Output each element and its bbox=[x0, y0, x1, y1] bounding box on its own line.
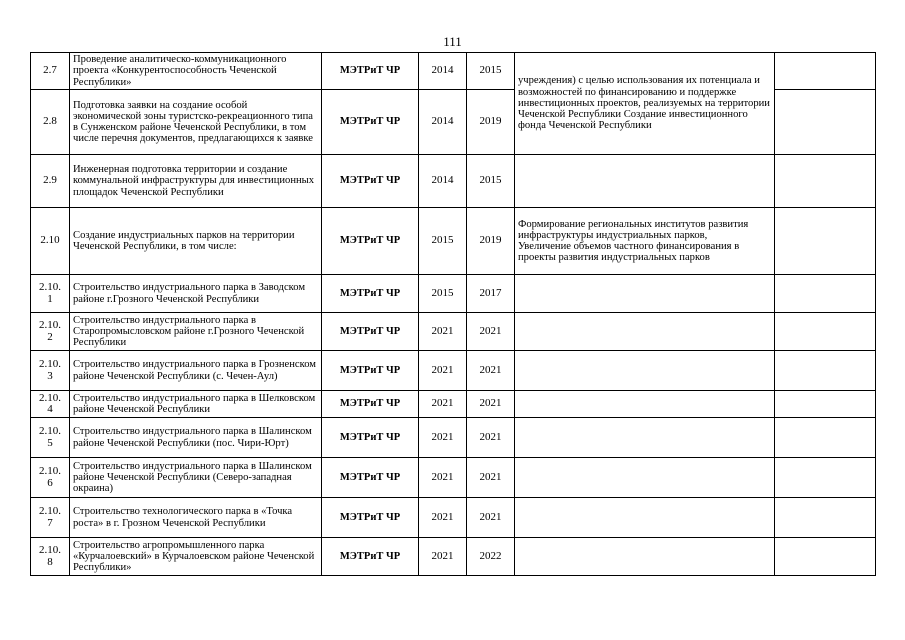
empty-cell bbox=[775, 155, 876, 208]
row-number: 2.10. 2 bbox=[31, 313, 70, 351]
start-year: 2014 bbox=[419, 155, 467, 208]
row-number: 2.10 bbox=[31, 208, 70, 275]
row-number: 2.10. 3 bbox=[31, 351, 70, 391]
empty-cell bbox=[775, 90, 876, 155]
start-year: 2021 bbox=[419, 498, 467, 538]
expected-result bbox=[515, 391, 775, 418]
expected-result bbox=[515, 538, 775, 576]
measure-name: Строительство индустриального парка в Заводском районе г.Грозного Чеченской Республики bbox=[70, 275, 322, 313]
start-year: 2021 bbox=[419, 391, 467, 418]
start-year: 2015 bbox=[419, 275, 467, 313]
start-year: 2021 bbox=[419, 418, 467, 458]
measure-name: Строительство индустриального парка в Шалинском районе Чеченской Республики (пос. Чири-Юрт) bbox=[70, 418, 322, 458]
start-year: 2014 bbox=[419, 53, 467, 90]
executor: МЭТРиТ ЧР bbox=[322, 208, 419, 275]
executor: МЭТРиТ ЧР bbox=[322, 275, 419, 313]
table-row bbox=[31, 391, 876, 418]
end-year: 2021 bbox=[467, 498, 515, 538]
page-number: 111 bbox=[443, 34, 462, 49]
table-row bbox=[31, 275, 876, 313]
expected-result bbox=[515, 498, 775, 538]
row-number: 2.10. 6 bbox=[31, 458, 70, 498]
executor: МЭТРиТ ЧР bbox=[322, 538, 419, 576]
measure-name: Строительство технологического парка в «Точка роста» в г. Грозном Чеченской Республики bbox=[70, 498, 322, 538]
empty-cell bbox=[775, 458, 876, 498]
executor: МЭТРиТ ЧР bbox=[322, 458, 419, 498]
end-year: 2019 bbox=[467, 208, 515, 275]
end-year: 2022 bbox=[467, 538, 515, 576]
executor: МЭТРиТ ЧР bbox=[322, 391, 419, 418]
executor: МЭТРиТ ЧР bbox=[322, 498, 419, 538]
measure-name: Строительство индустриального парка в Старопромысловском районе г.Грозного Чеченской Республики bbox=[70, 313, 322, 351]
expected-result bbox=[515, 155, 775, 208]
row-number: 2.10. 1 bbox=[31, 275, 70, 313]
measure-name: Строительство агропромышленного парка «Курчалоевский» в Курчалоевском районе Чеченской Республики» bbox=[70, 538, 322, 576]
table-row bbox=[31, 53, 876, 90]
empty-cell bbox=[775, 53, 876, 90]
end-year: 2021 bbox=[467, 391, 515, 418]
start-year: 2021 bbox=[419, 351, 467, 391]
row-number: 2.10. 4 bbox=[31, 391, 70, 418]
row-number: 2.7 bbox=[31, 53, 70, 90]
table-row bbox=[31, 313, 876, 351]
empty-cell bbox=[775, 391, 876, 418]
empty-cell bbox=[775, 313, 876, 351]
table-row bbox=[31, 458, 876, 498]
expected-result bbox=[515, 313, 775, 351]
start-year: 2021 bbox=[419, 313, 467, 351]
measure-name: Создание индустриальных парков на территории Чеченской Республики, в том числе: bbox=[70, 208, 322, 275]
table-row bbox=[31, 351, 876, 391]
start-year: 2021 bbox=[419, 458, 467, 498]
start-year: 2015 bbox=[419, 208, 467, 275]
row-number: 2.8 bbox=[31, 90, 70, 155]
executor: МЭТРиТ ЧР bbox=[322, 53, 419, 90]
row-number: 2.9 bbox=[31, 155, 70, 208]
start-year: 2021 bbox=[419, 538, 467, 576]
empty-cell bbox=[775, 538, 876, 576]
measure-name: Строительство индустриального парка в Грозненском районе Чеченской Республики (с. Чечен-Аул) bbox=[70, 351, 322, 391]
empty-cell bbox=[775, 498, 876, 538]
table-row bbox=[31, 418, 876, 458]
empty-cell bbox=[775, 418, 876, 458]
executor: МЭТРиТ ЧР bbox=[322, 155, 419, 208]
end-year: 2017 bbox=[467, 275, 515, 313]
empty-cell bbox=[775, 208, 876, 275]
table-row bbox=[31, 498, 876, 538]
empty-cell bbox=[775, 351, 876, 391]
measure-name: Строительство индустриального парка в Шелковском районе Чеченской Республики bbox=[70, 391, 322, 418]
table-row bbox=[31, 208, 876, 275]
executor: МЭТРиТ ЧР bbox=[322, 351, 419, 391]
executor: МЭТРиТ ЧР bbox=[322, 313, 419, 351]
measure-name: Подготовка заявки на создание особой экономической зоны туристско-рекреационного типа в Сунженском районе Чеченской Республики, в том числе перечня документов, предлагающихся к заявке bbox=[70, 90, 322, 155]
start-year: 2014 bbox=[419, 90, 467, 155]
end-year: 2015 bbox=[467, 155, 515, 208]
expected-result: Формирование региональных институтов развития инфраструктуры индустриальных парков, Увеличение объемов частного финансирования в проекты развития индустриальных парков bbox=[515, 208, 775, 275]
measure-name: Инженерная подготовка территории и создание коммунальной инфраструктуры для инвестиционных площадок Чеченской Республики bbox=[70, 155, 322, 208]
row-number: 2.10. 8 bbox=[31, 538, 70, 576]
end-year: 2021 bbox=[467, 351, 515, 391]
expected-result bbox=[515, 458, 775, 498]
row-number: 2.10. 5 bbox=[31, 418, 70, 458]
end-year: 2021 bbox=[467, 418, 515, 458]
expected-result bbox=[515, 418, 775, 458]
expected-result bbox=[515, 275, 775, 313]
end-year: 2015 bbox=[467, 53, 515, 90]
measure-name: Проведение аналитическо-коммуникационного проекта «Конкурентоспособность Чеченской Республики» bbox=[70, 53, 322, 90]
table-row bbox=[31, 538, 876, 576]
measure-name: Строительство индустриального парка в Шалинском районе Чеченской Республики (Северо-западная окраина) bbox=[70, 458, 322, 498]
executor: МЭТРиТ ЧР bbox=[322, 418, 419, 458]
end-year: 2019 bbox=[467, 90, 515, 155]
table-row bbox=[31, 155, 876, 208]
end-year: 2021 bbox=[467, 458, 515, 498]
measures-table bbox=[30, 52, 876, 576]
end-year: 2021 bbox=[467, 313, 515, 351]
expected-result bbox=[515, 351, 775, 391]
row-number: 2.10. 7 bbox=[31, 498, 70, 538]
empty-cell bbox=[775, 275, 876, 313]
executor: МЭТРиТ ЧР bbox=[322, 90, 419, 155]
expected-result-continued: учреждения) с целью использования их потенциала и возможностей по финансированию и поддержке инвестиционных проектов, реализуемых на территории Чеченской Республики Создание инвестиционного фонда Чеченской Республики bbox=[515, 53, 775, 155]
